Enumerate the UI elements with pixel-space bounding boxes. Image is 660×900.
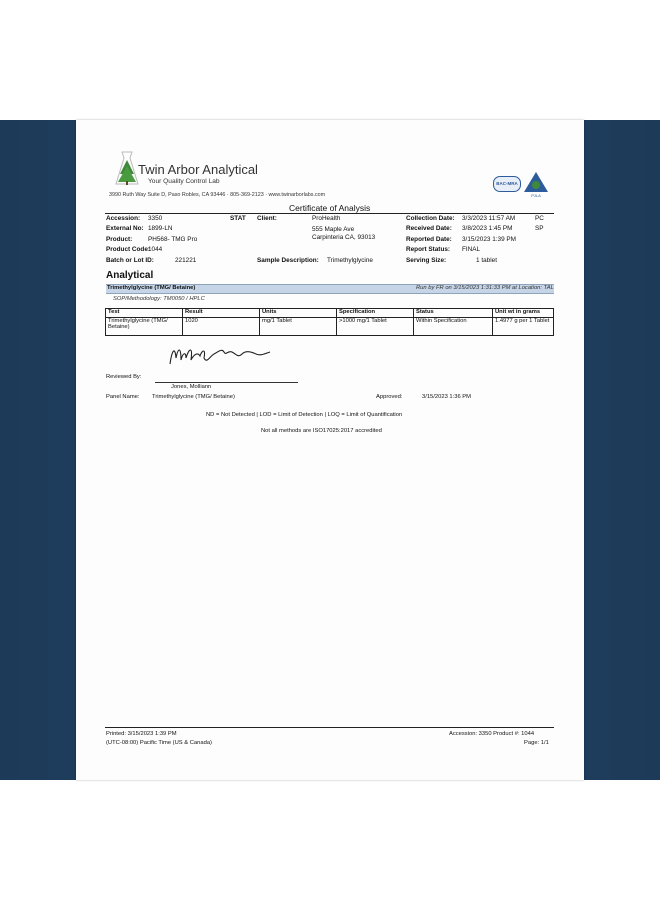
collection-date-value: 3/3/2023 11:57 AM xyxy=(462,215,516,222)
accession-value: 3350 xyxy=(148,215,163,222)
collection-code: PC xyxy=(535,215,544,222)
table-row xyxy=(106,318,554,336)
external-value: 1899-LN xyxy=(148,225,173,232)
received-date-value: 3/8/2023 1:45 PM xyxy=(462,225,513,232)
col-specification: Specification xyxy=(337,309,414,318)
document-title: Certificate of Analysis xyxy=(289,203,371,213)
product-label: Product: xyxy=(106,236,133,243)
sample-description-value: Trimethylglycine xyxy=(327,257,373,264)
sample-description-label: Sample Description: xyxy=(257,257,319,264)
footer-accession-product: Accession: 3350 Product #: 1044 xyxy=(449,731,535,737)
report-status-value: FINAL xyxy=(462,246,481,253)
lab-address: 3990 Ruth Way Suite D, Paso Robles, CA 93446 · 805-369-2123 · www.twinarborlabs.com xyxy=(109,192,326,198)
col-units: Units xyxy=(260,309,337,318)
collection-date-label: Collection Date: xyxy=(406,215,455,222)
analyte-name: Trimethylglycine (TMG/ Betaine) xyxy=(107,285,196,291)
cell-test: Trimethylglycine (TMG/ Betaine) xyxy=(106,318,183,336)
certificate-page xyxy=(76,120,584,780)
serving-size-label: Serving Size: xyxy=(406,257,447,264)
batch-value: 221221 xyxy=(175,257,197,264)
client-label: Client: xyxy=(257,215,277,222)
reported-date-value: 3/15/2023 1:39 PM xyxy=(462,236,517,243)
product-code-label: Product Code: xyxy=(106,246,151,253)
footer-rule xyxy=(105,727,554,728)
title-rule xyxy=(105,213,554,214)
report-status-label: Report Status: xyxy=(406,246,451,253)
lab-tagline: Your Quality Control Lab xyxy=(148,178,220,185)
col-test: Test xyxy=(106,309,183,318)
panel-name-label: Panel Name: xyxy=(106,394,140,400)
batch-label: Batch or Lot ID: xyxy=(106,257,154,264)
reviewer-signature xyxy=(166,342,276,368)
reported-date-label: Reported Date: xyxy=(406,236,452,243)
cell-specification: >1000 mg/1 Tablet xyxy=(337,318,414,336)
printed-timestamp: Printed: 3/15/2023 1:39 PM xyxy=(106,731,177,737)
bac-mra-badge-icon: BAC-MRA xyxy=(493,176,521,192)
abbreviation-legend: ND = Not Detected | LOD = Limit of Detection | LOQ = Limit of Quantification xyxy=(206,412,403,418)
stat-flag: STAT xyxy=(230,215,246,222)
cell-unit-weight: 1.4977 g per 1 Tablet xyxy=(493,318,554,336)
signature-line xyxy=(155,382,298,383)
accreditation-note: Not all methods are ISO17025:2017 accredited xyxy=(261,428,382,434)
col-result: Result xyxy=(183,309,260,318)
run-by-info: Run by FR on 3/15/2023 1:31:33 PM at Location: TAL xyxy=(416,285,554,291)
results-header-row xyxy=(106,309,554,318)
product-value: PH568- TMG Pro xyxy=(148,236,198,243)
analytical-heading: Analytical xyxy=(106,270,154,281)
cell-status: Within Specification xyxy=(414,318,493,336)
approved-label: Approved: xyxy=(376,394,403,400)
approved-value: 3/15/2023 1:36 PM xyxy=(422,394,471,400)
accession-label: Accession: xyxy=(106,215,141,222)
reviewer-name: Jones, Molliann xyxy=(171,384,212,390)
client-name: ProHealth xyxy=(312,215,341,222)
col-unit-weight: Unit wt in grams xyxy=(493,309,554,318)
svg-text:PJLA: PJLA xyxy=(531,193,541,198)
sop-methodology: SOP/Methodology: TM0050 / HPLC xyxy=(113,296,205,302)
received-date-label: Received Date: xyxy=(406,225,452,232)
panel-name-value: Trimethylglycine (TMG/ Betaine) xyxy=(152,394,235,400)
reviewed-by-label: Reviewed By: xyxy=(106,374,142,380)
col-status: Status xyxy=(414,309,493,318)
page-number: Page: 1/1 xyxy=(524,740,549,746)
lab-name: Twin Arbor Analytical xyxy=(138,162,258,177)
pjla-badge-icon xyxy=(522,170,550,198)
client-address-line1: 555 Maple Ave xyxy=(312,226,355,233)
external-label: External No: xyxy=(106,225,144,232)
received-code: SP xyxy=(535,225,544,232)
serving-size-value: 1 tablet xyxy=(476,257,497,264)
client-address-line2: Carpinteria CA, 93013 xyxy=(312,234,376,241)
cell-result: 1020 xyxy=(183,318,260,336)
product-code-value: 1044 xyxy=(148,246,163,253)
timezone: (UTC-08:00) Pacific Time (US & Canada) xyxy=(106,740,212,746)
cell-units: mg/1 Tablet xyxy=(260,318,337,336)
results-table xyxy=(105,308,554,336)
